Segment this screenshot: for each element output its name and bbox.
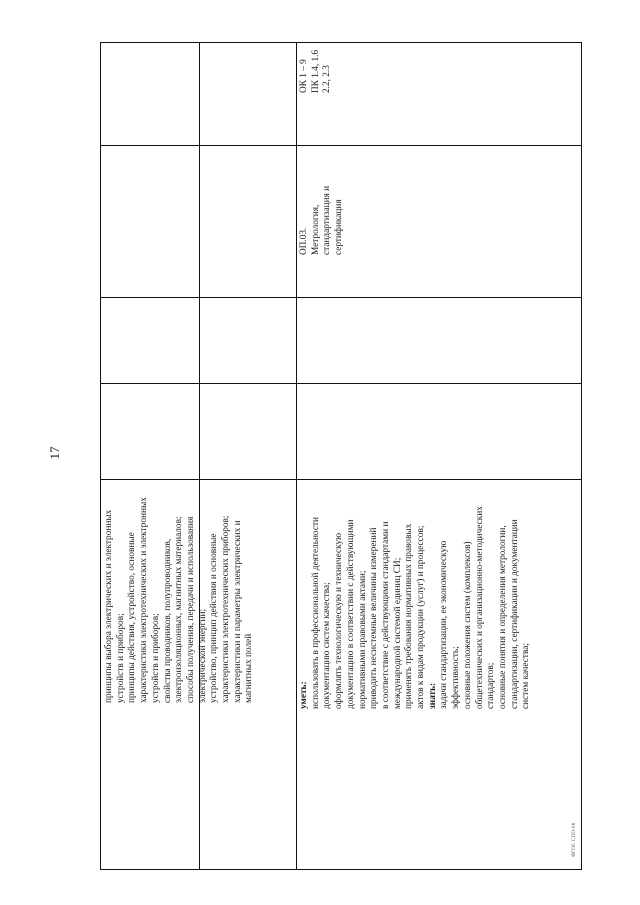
text-line: стандартизации, сертификации и документации xyxy=(509,519,520,709)
column-divider xyxy=(199,43,200,869)
text-line: устройств и приборов; xyxy=(115,613,126,703)
skills-heading: уметь: xyxy=(299,681,309,709)
text-line: применять требования нормативных правовых xyxy=(404,523,415,709)
text-line: основные положения систем (комплексов) xyxy=(462,541,473,709)
text-line: стандартизация и xyxy=(322,185,333,255)
text-line: использовать в профессиональной деятельности xyxy=(310,517,321,709)
text-line: характеристики и параметры электрических и xyxy=(232,520,243,703)
text-line: электроизоляционных, магнитных материалов; xyxy=(174,516,185,703)
text-line: способы получения, передачи и использования xyxy=(185,516,196,703)
knowledge-heading: знать: xyxy=(427,682,438,709)
column-divider xyxy=(296,43,297,869)
text-line: документацию систем качества; xyxy=(322,582,333,709)
text-line: документацию в соответствии с действующими xyxy=(345,519,356,709)
text-line: электрической энергии; xyxy=(197,608,208,703)
text-line: свойства проводников, полупроводников, xyxy=(162,538,173,703)
text-line: ПК 1.4, 1.6 xyxy=(310,49,321,93)
text-line: принципы действия, устройство, основные xyxy=(127,532,138,703)
text-line: устройств и приборов; xyxy=(150,613,161,703)
text-line: оформлять технологическую и техническую xyxy=(334,532,345,709)
column-boundary xyxy=(101,479,581,480)
discipline-code: ОП.03. xyxy=(299,227,309,255)
discipline-cell xyxy=(299,186,346,255)
text-line: сертификация xyxy=(334,199,345,255)
column-boundary xyxy=(101,383,581,384)
text-line: нормативными правовыми актами; xyxy=(357,570,368,709)
text-line: стандартов; xyxy=(486,662,497,709)
text-line: характеристики электротехнических и электронных xyxy=(139,497,150,703)
page-number: 17 xyxy=(47,446,62,460)
text-line: приводить несистемные величины измерений xyxy=(369,527,380,709)
text-line: задачи стандартизации, ее экономическую xyxy=(439,540,450,709)
row2-skills-cell xyxy=(299,506,533,709)
competence-cell xyxy=(299,50,334,93)
text-line: принципы выбора электрических и электронных xyxy=(104,509,114,703)
text-line: устройство, принцип действия и основные xyxy=(209,533,220,703)
text-line: общетехнических и организационно-методических xyxy=(474,506,485,709)
footer-code: ФГОС СПО-06 xyxy=(572,822,577,857)
text-line: магнитных полей xyxy=(244,633,255,703)
text-line: Метрология, xyxy=(310,204,321,255)
row1-knowledge-cell xyxy=(104,497,256,703)
competency-table xyxy=(100,42,582,870)
text-line: эффективность; xyxy=(451,646,462,709)
text-line: ОК 1 – 9 xyxy=(299,59,309,93)
row-divider xyxy=(101,297,581,298)
text-line: международной системой единиц СИ; xyxy=(392,557,403,709)
text-line: систем качества; xyxy=(521,643,532,709)
text-line: характеристики электротехнических приборов; xyxy=(221,515,232,703)
text-line: актов к видам продукции (услуг) и процессов; xyxy=(416,525,427,709)
text-line: основные понятия и определения метрологии, xyxy=(497,525,508,709)
text-line: в соответствие с действующими стандартами и xyxy=(380,521,391,709)
column-boundary xyxy=(101,145,581,146)
text-line: 2.2, 2.3 xyxy=(322,65,333,93)
